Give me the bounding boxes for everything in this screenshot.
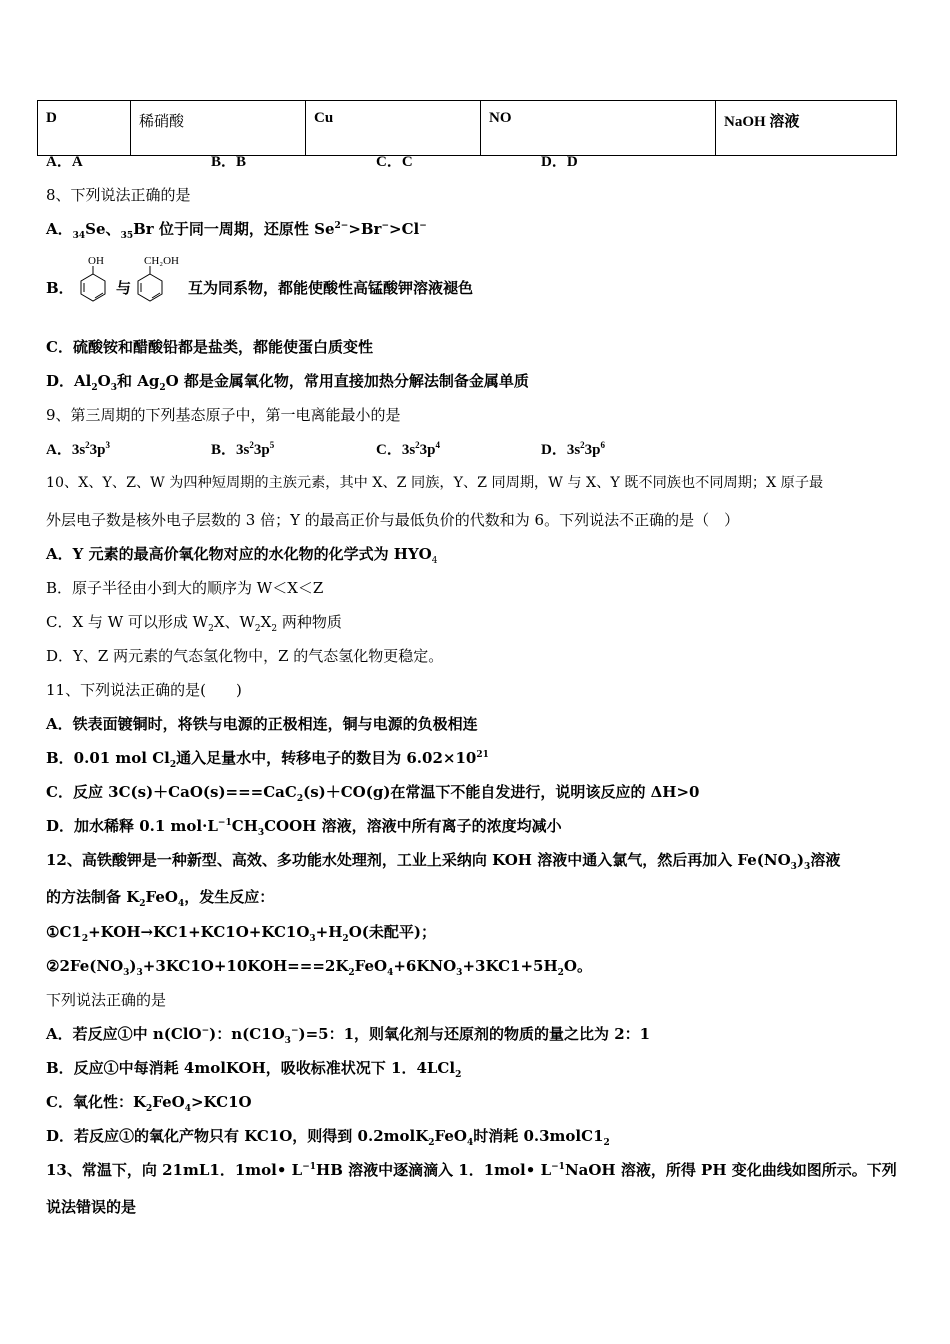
q11-option-b: B．0.01 mol $Cl_2$通入足量水中，转移电子的数目为 $6.02\times 10^{21}$ — [46, 749, 489, 770]
benzyl-ch2oh-label: CH₂OH — [144, 255, 180, 267]
q9-option-c: C．$3s^23p^4$ — [376, 440, 441, 458]
q11-option-d: D．加水稀释 0.1 $mol\cdot L^{-1}CH_3COOH$ 溶液，溶液中所有离子的浓度均减小 — [46, 817, 562, 838]
q12-option-d: D．若反应①的氧化产物只有 KC1O，则得到 0.2molK$_2$FeO$_4$时消耗 $0.3molC1_2$ — [46, 1127, 610, 1148]
q7-options — [46, 151, 706, 172]
q8-option-d: D．$Al_2O_3$和 $Ag_2O$ 都是金属氧化物，常用直接加热分解法制备金属单质 — [46, 372, 529, 393]
table-cell-option: D — [38, 101, 131, 156]
q11-option-c: C．反应 3C(s)＋CaO(s)===CaC$_2$(s)＋CO(g)在常温下不能自发进行，说明该反应的 ΔH>0 — [46, 783, 700, 804]
q12-stem-line1: 12、高铁酸钾是一种新型、高效、多功能水处理剂，工业上采纳向 KOH 溶液中通入氯气，然后再加入 $Fe(NO_3)_3$溶液 — [46, 851, 841, 872]
q10-option-b: B．原子半径由小到大的顺序为 W＜X＜Z — [46, 579, 324, 597]
q12-option-c: C．氧化性：$K_2FeO_4>KC1O$ — [46, 1093, 252, 1114]
q10-option-d: D．Y、Z 两元素的气态氢化物中，Z 的气态氢化物更稳定。 — [46, 647, 444, 665]
table-cell-reagent: 稀硝酸 — [131, 101, 306, 156]
q8-option-b-with: 与 — [116, 279, 132, 297]
naoh-label: NaOH 溶液 — [724, 114, 800, 130]
q7-option-b: B．B — [211, 154, 247, 170]
q9-option-a: A．$3s^23p^3$ — [46, 440, 111, 458]
q12-stem-line2: 的方法制备 $K_2FeO_4$，发生反应： — [46, 888, 275, 909]
table-row — [38, 101, 897, 156]
q9-option-d: D．$3s^23p^6$ — [541, 440, 606, 458]
q12-reaction-1: $①C1_2+KOH\to KC1+KC1O+KC1O_3+H_2O$(未配平)； — [46, 923, 436, 944]
q10-option-c: C．X 与 W 可以形成 $W_2X$、$W_2X_2$ 两种物质 — [46, 613, 342, 634]
table-cell-absorbent — [716, 101, 897, 156]
q9-option-b: B．$3s^23p^5$ — [211, 440, 275, 458]
table-cell-metal: Cu — [306, 101, 481, 156]
reagent-table — [37, 100, 897, 156]
q7-option-d: D．D — [541, 154, 578, 170]
q13-stem-line1: 13、常温下，向 21mL1．1mol• $L^{-1}HB$ 溶液中逐滴滴入 1．1mol• $L^{-1}NaOH$ 溶液，所得 PH 变化曲线如图所示。下列 — [46, 1161, 897, 1179]
q12-ask: 下列说法正确的是 — [46, 991, 167, 1009]
q9-options — [46, 439, 706, 460]
q10-stem-line1: 10、X、Y、Z、W 为四种短周期的主族元素，其中 X、Z 同族，Y、Z 同周期，W 与 X、Y 既不同族也不同周期；X 原子最 — [46, 475, 824, 491]
q12-reaction-2: $②2Fe(NO_3)_3+3KC1O+10KOH===2K_2FeO_4+6KNO_3+3KC1+5H_2O$。 — [46, 957, 592, 978]
q10-option-a: A．Y 元素的最高价氧化物对应的水化物的化学式为 $HYO_4$ — [46, 545, 438, 566]
q7-option-a: A．A — [46, 154, 83, 170]
q10-stem-line2: 外层电子数是核外电子层数的 3 倍；Y 的最高正价与最低负价的代数和为 6。下列说法不正确的是（ ） — [46, 511, 740, 529]
q11-option-a: A．铁表面镀铜时，将铁与电源的正极相连，铜与电源的负极相连 — [46, 715, 478, 733]
q8-stem: 8、下列说法正确的是 — [46, 186, 191, 204]
q8-option-c: C．硫酸铵和醋酸铅都是盐类，都能使蛋白质变性 — [46, 338, 373, 356]
q8-option-b-text: 互为同系物，都能使酸性高锰酸钾溶液褪色 — [188, 279, 474, 297]
q8-option-b-label: B． — [46, 279, 74, 297]
benzyl-alcohol-structure — [134, 252, 190, 304]
q11-stem: 11、下列说法正确的是( ) — [46, 681, 242, 699]
q9-stem: 9、第三周期的下列基态原子中，第一电离能最小的是 — [46, 406, 401, 424]
table-cell-gas: NO — [481, 101, 716, 156]
q12-option-a: A．若反应①中 n(ClO−)：$n(C1O_3^-)=5$：1，则氧化剂与还原剂的物质的量之比为 2：1 — [46, 1025, 651, 1046]
phenol-oh-label: OH — [88, 255, 104, 267]
q7-option-c: C．C — [376, 154, 413, 170]
q13-stem-line2: 说法错误的是 — [46, 1198, 137, 1216]
phenol-structure — [74, 252, 112, 304]
q12-option-b: B．反应①中每消耗 4molKOH，吸收标准状况下 1．4LCl$_2$ — [46, 1059, 462, 1080]
q8-option-a: A．$_{34}$Se、$_{35}$Br 位于同一周期，还原性 $Se^{2-}>Br^->Cl^-$ — [46, 220, 427, 241]
